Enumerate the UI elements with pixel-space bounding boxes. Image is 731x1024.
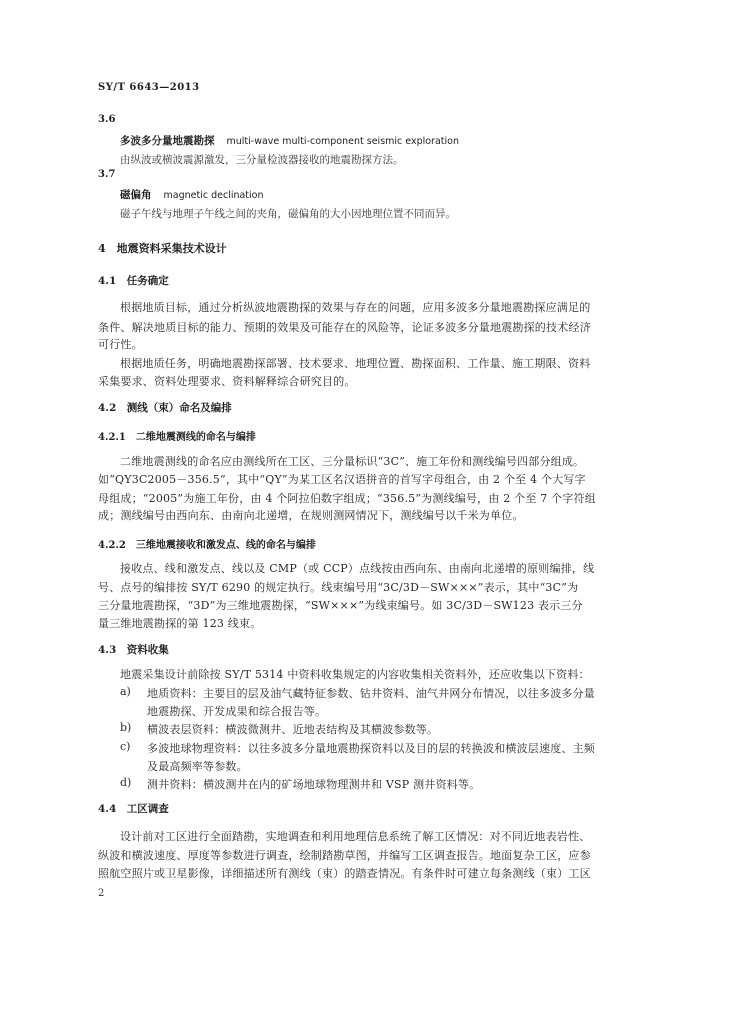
list-item-line: 多波地球物理资料：以往多波多分量地震勘探资料以及目的层的转换波和横波层速度、主频 xyxy=(147,742,595,755)
paragraph-line: 照航空照片或卫星影像，详细描述所有测线（束）的踏查情况。有条件时可建立每条测线（束）工区 xyxy=(98,867,591,880)
term-name-en: multi-wave multi-component seismic exploration xyxy=(226,136,459,147)
paragraph-line: 二维地震测线的命名应由测线所在工区、三分量标识“3C”、施工年份和测线编号四部分组成。 xyxy=(120,455,585,468)
term-definition: 磁子午线与地理子午线之间的夹角，磁偏角的大小因地理位置不同而异。 xyxy=(120,208,456,220)
subsection-heading: 4.4 工区调查 xyxy=(98,803,169,815)
subsection-heading: 4.1 任务确定 xyxy=(98,275,169,287)
term-definition: 由纵波或横波震源激发，三分量检波器接收的地震勘探方法。 xyxy=(120,154,404,166)
list-item-line: 地震勘探、开发成果和综合报告等。 xyxy=(147,705,327,718)
paragraph-line: 地震采集设计前除按 SY/T 5314 中资料收集规定的内容收集相关资料外，还应收集以下资料： xyxy=(120,668,590,681)
standard-number-header: SY/T 6643—2013 xyxy=(98,82,200,93)
paragraph-line: 纵波和横波速度、厚度等参数进行调查，绘制踏勘草图，并编写工区调查报告。地面复杂工区，应参 xyxy=(98,849,591,862)
term-title xyxy=(120,187,264,202)
clause-heading: 4.2.1 二维地震测线的命名与编排 xyxy=(98,432,256,443)
paragraph-line: 成；测线编号由西向东、由南向北递增，在规则测网情况下，测线编号以千米为单位。 xyxy=(98,509,524,522)
list-item-line: 地质资料：主要目的层及油气藏特征参数、钻井资料、油气井网分布情况，以往多波多分量 xyxy=(147,687,595,700)
paragraph-line: 可行性。 xyxy=(98,338,143,351)
paragraph-line: 设计前对工区进行全面踏勘，实地调查和利用地理信息系统了解工区情况：对不同近地表岩性、 xyxy=(120,830,591,843)
list-item-label: b) xyxy=(120,721,132,734)
paragraph-line: 量三维地震勘探的第 123 线束。 xyxy=(98,617,262,630)
clause-heading: 4.2.2 三维地震接收和激发点、线的命名与编排 xyxy=(98,540,316,551)
list-item-line: 测井资料：横波测井在内的矿场地球物理测井和 VSP 测井资料等。 xyxy=(147,778,481,791)
paragraph-line: 条件、解决地质目标的能力、预期的效果及可能存在的风险等，论证多波多分量地震勘探的技术经济 xyxy=(98,321,591,334)
term-title xyxy=(120,133,459,148)
section-heading: 4 地震资料采集技术设计 xyxy=(98,242,227,255)
list-item-line: 及最高频率等参数。 xyxy=(147,760,248,773)
subsection-heading: 4.2 测线（束）命名及编排 xyxy=(98,402,232,414)
term-number: 3.6 xyxy=(98,114,116,125)
term-name-en: magnetic declination xyxy=(163,190,264,201)
list-item-label: a) xyxy=(120,685,131,698)
paragraph-line: 号、点号的编排按 SY/T 6290 的规定执行。线束编号用“3C/3D－SW×××”表示，其中“3C”为 xyxy=(98,581,579,594)
term-number: 3.7 xyxy=(98,169,116,180)
page-number: 2 xyxy=(98,888,105,899)
paragraph-line: 根据地质任务，明确地震勘探部署、技术要求、地理位置、勘探面积、工作量、施工期限、资料 xyxy=(120,357,591,370)
paragraph-line: 接收点、线和激发点、线以及 CMP（或 CCP）点线按由西向东、由南向北递增的原则编排，线 xyxy=(120,562,595,575)
paragraph-line: 如“QY3C2005－356.5”，其中“QY”为某工区名汉语拼音的首写字母组合，由 2 个至 4 个大写字 xyxy=(98,473,586,486)
list-item-label: d) xyxy=(120,776,132,789)
term-name-cn: 磁偏角 xyxy=(120,189,152,201)
term-name-cn: 多波多分量地震勘探 xyxy=(120,135,215,147)
paragraph-line: 根据地质目标，通过分析纵波地震勘探的效果与存在的问题，应用多波多分量地震勘探应满足的 xyxy=(120,301,591,314)
paragraph-line: 母组成；“2005”为施工年份，由 4 个阿拉伯数字组成；“356.5”为测线编号，由 2 个至 7 个字符组 xyxy=(98,492,596,505)
paragraph-line: 三分量地震勘探，“3D”为三维地震勘探，“SW×××”为线束编号。如 3C/3D－SW123 表示三分 xyxy=(98,599,583,612)
list-item-line: 横波表层资料：横波微测井、近地表结构及其横波参数等。 xyxy=(147,723,439,736)
paragraph-line: 采集要求、资料处理要求、资料解释综合研究目的。 xyxy=(98,375,356,388)
list-item-label: c) xyxy=(120,740,131,753)
subsection-heading: 4.3 资料收集 xyxy=(98,644,169,656)
